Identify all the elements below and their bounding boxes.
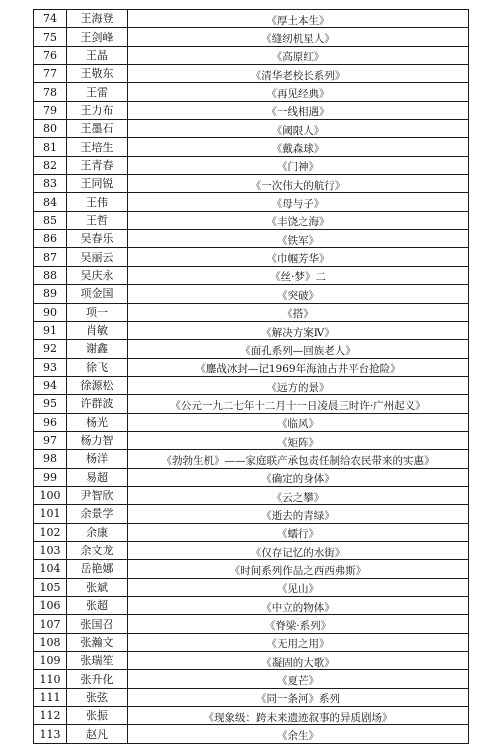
work-title: 《见山》	[277, 583, 319, 596]
work-title-cell	[128, 175, 469, 193]
row-number: 88	[34, 266, 67, 284]
work-title: 《铁军》	[277, 234, 319, 247]
table-row	[34, 46, 469, 64]
work-title-cell	[128, 486, 469, 504]
table-row	[34, 431, 469, 449]
row-number: 77	[34, 65, 67, 83]
table-row	[34, 358, 469, 376]
row-number: 112	[34, 707, 67, 725]
artist-name: 王墨石	[67, 120, 128, 138]
row-number: 89	[34, 285, 67, 303]
row-number: 78	[34, 83, 67, 101]
work-title: 《逝去的青绿》	[261, 509, 335, 522]
participant-table-body	[34, 10, 469, 744]
table-row	[34, 248, 469, 266]
work-title: 《脊梁·系列》	[264, 620, 332, 633]
work-title: 《时间系列作品之西西弗斯》	[229, 564, 367, 577]
table-row	[34, 83, 469, 101]
table-row	[34, 450, 469, 468]
work-title-cell	[128, 120, 469, 138]
artist-name: 吴庆永	[67, 266, 128, 284]
work-title-cell	[128, 340, 469, 358]
work-title-cell	[128, 633, 469, 651]
row-number: 81	[34, 138, 67, 156]
artist-name: 王剑峰	[67, 28, 128, 46]
work-title-cell	[128, 450, 469, 468]
table-row	[34, 28, 469, 46]
table-row	[34, 560, 469, 578]
work-title-cell	[128, 248, 469, 266]
table-row	[34, 303, 469, 321]
table-row	[34, 468, 469, 486]
work-title-cell	[128, 725, 469, 743]
row-number: 90	[34, 303, 67, 321]
artist-name: 王海登	[67, 10, 128, 28]
row-number: 103	[34, 541, 67, 559]
work-title: 《缝纫机星人》	[261, 33, 335, 46]
work-title: 《丰饶之海》	[266, 216, 330, 229]
work-title-cell	[128, 578, 469, 596]
work-title: 《巾帼芳华》	[266, 253, 330, 266]
work-title: 《同一条河》系列	[256, 693, 340, 706]
work-title: 《仅存记忆的水街》	[250, 546, 346, 559]
work-title: 《临风》	[277, 418, 319, 431]
row-number: 80	[34, 120, 67, 138]
table-row	[34, 193, 469, 211]
table-row	[34, 633, 469, 651]
work-title: 《确定的身体》	[261, 473, 335, 486]
row-number: 82	[34, 156, 67, 174]
work-title-cell	[128, 321, 469, 339]
work-title: 《凝固的大歌》	[261, 656, 335, 669]
artist-name: 王同锐	[67, 175, 128, 193]
table-row	[34, 395, 469, 413]
work-title: 《一线相遇》	[266, 106, 330, 119]
artist-name: 王力布	[67, 101, 128, 119]
work-title-cell	[128, 505, 469, 523]
table-row	[34, 266, 469, 284]
artist-name: 王晶	[67, 46, 128, 64]
row-number: 84	[34, 193, 67, 211]
work-title-cell	[128, 707, 469, 725]
artist-name: 吴丽云	[67, 248, 128, 266]
row-number: 104	[34, 560, 67, 578]
row-number: 96	[34, 413, 67, 431]
artist-name: 王雷	[67, 83, 128, 101]
artist-name: 王青春	[67, 156, 128, 174]
work-title-cell	[128, 431, 469, 449]
work-title-cell	[128, 28, 469, 46]
work-title-cell	[128, 230, 469, 248]
work-title-cell	[128, 652, 469, 670]
work-title: 《再见经典》	[266, 88, 330, 101]
work-title-cell	[128, 688, 469, 706]
artist-name: 张弦	[67, 688, 128, 706]
work-title: 《厚土本生》	[266, 14, 330, 27]
row-number: 92	[34, 340, 67, 358]
artist-name: 张升化	[67, 670, 128, 688]
work-title-cell	[128, 303, 469, 321]
table-row	[34, 138, 469, 156]
work-title: 《清华老校长系列》	[250, 69, 346, 82]
row-number: 85	[34, 211, 67, 229]
work-title: 《余生》	[277, 730, 319, 743]
table-row	[34, 670, 469, 688]
table-row	[34, 376, 469, 394]
work-title: 《公元一九二七年十二月十一日凌晨三时许·广州起义》	[170, 399, 426, 412]
artist-name: 杨光	[67, 413, 128, 431]
table-row	[34, 413, 469, 431]
row-number: 101	[34, 505, 67, 523]
artist-name: 张斌	[67, 578, 128, 596]
artist-name: 余景学	[67, 505, 128, 523]
work-title-cell	[128, 395, 469, 413]
work-title: 《蠕行》	[277, 528, 319, 541]
artist-name: 徐源松	[67, 376, 128, 394]
work-title: 《勃勃生机》——家庭联产承包责任制给农民带来的实惠》	[161, 454, 435, 467]
table-row	[34, 725, 469, 743]
work-title-cell	[128, 101, 469, 119]
artist-name: 王伟	[67, 193, 128, 211]
artist-name: 徐飞	[67, 358, 128, 376]
table-row	[34, 211, 469, 229]
work-title: 《鏖战冰封—记1969年海油占井平台抢险》	[195, 363, 401, 376]
row-number: 106	[34, 597, 67, 615]
table-row	[34, 652, 469, 670]
work-title-cell	[128, 413, 469, 431]
row-number: 83	[34, 175, 67, 193]
table-row	[34, 340, 469, 358]
row-number: 94	[34, 376, 67, 394]
row-number: 99	[34, 468, 67, 486]
row-number: 109	[34, 652, 67, 670]
participant-table	[33, 9, 469, 744]
artist-name: 王哲	[67, 211, 128, 229]
artist-name: 余康	[67, 523, 128, 541]
row-number: 105	[34, 578, 67, 596]
work-title-cell	[128, 65, 469, 83]
work-title-cell	[128, 670, 469, 688]
work-title-cell	[128, 156, 469, 174]
row-number: 110	[34, 670, 67, 688]
work-title: 《搭》	[282, 308, 314, 321]
work-title-cell	[128, 83, 469, 101]
table-row	[34, 285, 469, 303]
work-title: 《一次伟大的航行》	[250, 179, 346, 192]
row-number: 79	[34, 101, 67, 119]
artist-name: 王敬东	[67, 65, 128, 83]
work-title: 《矩阵》	[277, 436, 319, 449]
row-number: 107	[34, 615, 67, 633]
row-number: 108	[34, 633, 67, 651]
row-number: 98	[34, 450, 67, 468]
artist-name: 张国召	[67, 615, 128, 633]
artist-name: 谢鑫	[67, 340, 128, 358]
work-title: 《高原红》	[271, 51, 325, 64]
table-row	[34, 156, 469, 174]
work-title: 《突破》	[277, 289, 319, 302]
artist-name: 肖敏	[67, 321, 128, 339]
table-row	[34, 101, 469, 119]
work-title: 《云之攀》	[271, 491, 325, 504]
work-title: 《门神》	[277, 161, 319, 174]
work-title: 《现象级：跨未来遗迹叙事的异质剧场》	[203, 711, 393, 724]
row-number: 86	[34, 230, 67, 248]
work-title-cell	[128, 193, 469, 211]
work-title: 《面孔系列—回族老人》	[240, 344, 356, 357]
row-number: 76	[34, 46, 67, 64]
table-row	[34, 615, 469, 633]
artist-name: 张瑞笙	[67, 652, 128, 670]
table-row	[34, 688, 469, 706]
row-number: 87	[34, 248, 67, 266]
artist-name: 余文龙	[67, 541, 128, 559]
table-row	[34, 597, 469, 615]
row-number: 97	[34, 431, 67, 449]
work-title-cell	[128, 138, 469, 156]
table-row	[34, 65, 469, 83]
artist-name: 杨洋	[67, 450, 128, 468]
work-title: 《无用之用》	[266, 638, 330, 651]
work-title: 《远方的景》	[266, 381, 330, 394]
artist-name: 项一	[67, 303, 128, 321]
table-row	[34, 230, 469, 248]
artist-name: 杨力智	[67, 431, 128, 449]
artist-name: 王培生	[67, 138, 128, 156]
row-number: 111	[34, 688, 67, 706]
work-title-cell	[128, 560, 469, 578]
work-title-cell	[128, 541, 469, 559]
work-title: 《解决方案Ⅳ》	[261, 326, 335, 339]
artist-name: 尹智欣	[67, 486, 128, 504]
artist-name: 易超	[67, 468, 128, 486]
table-row	[34, 486, 469, 504]
table-row	[34, 175, 469, 193]
artist-name: 吴春乐	[67, 230, 128, 248]
row-number: 91	[34, 321, 67, 339]
work-title: 《中立的物体》	[261, 601, 335, 614]
artist-name: 赵凡	[67, 725, 128, 743]
work-title-cell	[128, 615, 469, 633]
work-title-cell	[128, 211, 469, 229]
artist-name: 许群波	[67, 395, 128, 413]
work-title-cell	[128, 46, 469, 64]
row-number: 74	[34, 10, 67, 28]
work-title: 《阈限人》	[271, 124, 325, 137]
work-title-cell	[128, 285, 469, 303]
work-title-cell	[128, 376, 469, 394]
table-row	[34, 541, 469, 559]
row-number: 95	[34, 395, 67, 413]
artist-name: 张瀚文	[67, 633, 128, 651]
row-number: 100	[34, 486, 67, 504]
work-title: 《戴森球》	[271, 143, 325, 156]
table-row	[34, 523, 469, 541]
table-row	[34, 578, 469, 596]
work-title-cell	[128, 10, 469, 28]
artist-name: 岳艳娜	[67, 560, 128, 578]
work-title: 《母与子》	[271, 198, 325, 211]
work-title-cell	[128, 468, 469, 486]
work-title: 《丝·梦》二	[270, 271, 326, 284]
row-number: 102	[34, 523, 67, 541]
work-title-cell	[128, 358, 469, 376]
table-row	[34, 10, 469, 28]
artist-name: 项金国	[67, 285, 128, 303]
row-number: 75	[34, 28, 67, 46]
work-title-cell	[128, 266, 469, 284]
artist-name: 张超	[67, 597, 128, 615]
work-title: 《夏芒》	[277, 675, 319, 688]
row-number: 113	[34, 725, 67, 743]
artist-name: 张振	[67, 707, 128, 725]
work-title-cell	[128, 523, 469, 541]
work-title-cell	[128, 597, 469, 615]
table-row	[34, 505, 469, 523]
row-number: 93	[34, 358, 67, 376]
table-row	[34, 120, 469, 138]
table-row	[34, 707, 469, 725]
table-row	[34, 321, 469, 339]
